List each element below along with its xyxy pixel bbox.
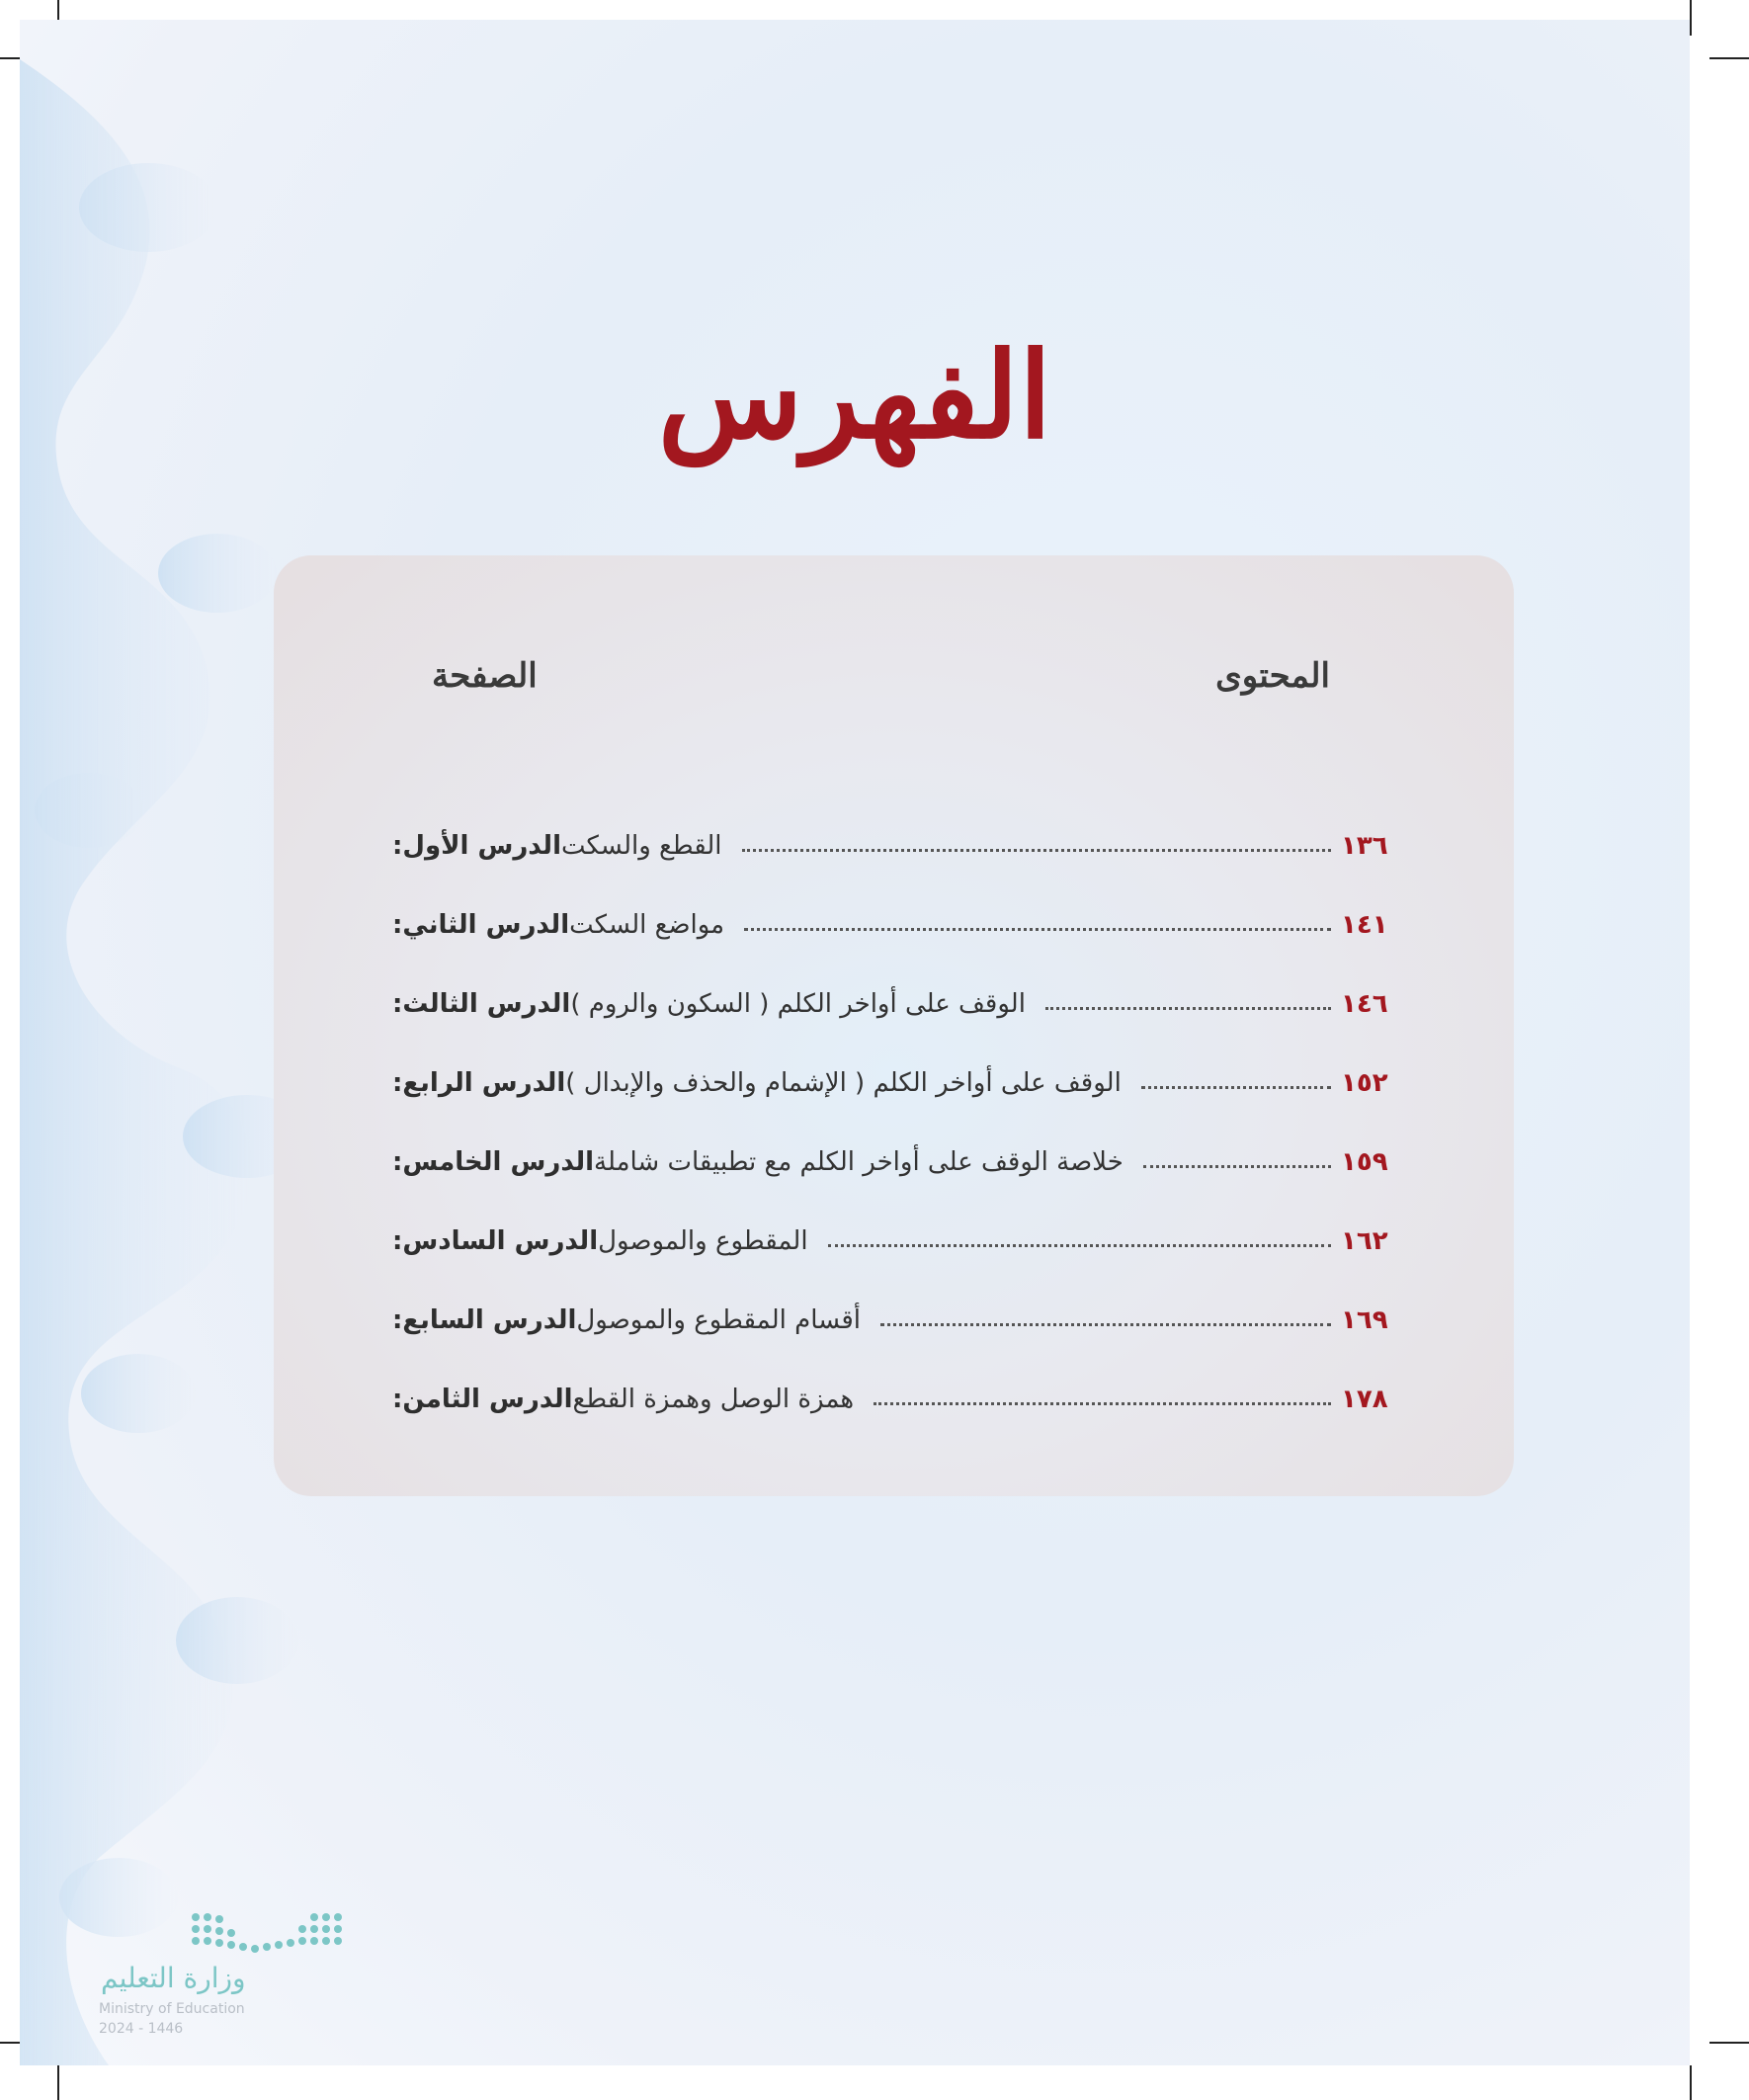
crop-mark xyxy=(1690,2065,1692,2100)
lesson-title: المقطوع والموصول xyxy=(598,1226,808,1256)
toc-row[interactable] xyxy=(392,1292,1400,1335)
dot-leader xyxy=(742,849,1332,852)
ministry-logo-dots xyxy=(97,1907,364,1967)
lesson-title: خلاصة الوقف على أواخر الكلم مع تطبيقات شاملة xyxy=(594,1147,1124,1177)
crop-mark xyxy=(1690,0,1692,36)
page-title: الفهرس xyxy=(657,326,1052,465)
toc-row[interactable] xyxy=(392,975,1400,1019)
toc-row[interactable] xyxy=(392,1371,1400,1414)
dot-leader xyxy=(828,1244,1331,1247)
logo-english-text: Ministry of Education xyxy=(99,2001,245,2017)
dot-leader xyxy=(1141,1086,1331,1089)
crop-mark xyxy=(1709,57,1749,59)
logo-year: 2024 - 1446 xyxy=(99,2021,184,2037)
dot-leader xyxy=(874,1402,1331,1405)
lesson-name: الدرس السادس: xyxy=(392,1226,599,1256)
lesson-name: الدرس الرابع: xyxy=(392,1068,566,1098)
lesson-name: الدرس الثالث: xyxy=(392,989,571,1019)
dot-leader xyxy=(744,928,1331,931)
lesson-title: مواضع السكت xyxy=(569,910,725,940)
dot-leader xyxy=(1143,1165,1331,1168)
crop-mark xyxy=(1709,2042,1749,2044)
lesson-title: القطع والسكت xyxy=(560,831,722,861)
dot-leader xyxy=(1045,1007,1331,1010)
lesson-name: الدرس الأول: xyxy=(392,831,561,861)
page-number: ١٧٨ xyxy=(1341,1385,1388,1414)
page xyxy=(20,20,1690,2065)
page-number: ١٦٢ xyxy=(1341,1226,1388,1256)
column-header-content: المحتوى xyxy=(1215,656,1330,696)
page-number: ١٥٩ xyxy=(1341,1147,1388,1177)
page-number: ١٣٦ xyxy=(1341,831,1388,861)
toc-row[interactable] xyxy=(392,1213,1400,1256)
lesson-title: الوقف على أواخر الكلم ( الإشمام والحذف والإبدال ) xyxy=(565,1068,1122,1098)
lesson-name: الدرس الثامن: xyxy=(392,1385,573,1414)
lesson-title: أقسام المقطوع والموصول xyxy=(576,1305,861,1335)
lesson-name: الدرس الثاني: xyxy=(392,910,570,940)
page-number: ١٤١ xyxy=(1341,910,1388,940)
dot-leader xyxy=(880,1323,1331,1326)
lesson-title: الوقف على أواخر الكلم ( السكون والروم ) xyxy=(570,989,1026,1019)
lesson-list xyxy=(274,555,1514,1496)
crop-mark xyxy=(57,2065,59,2100)
toc-row[interactable] xyxy=(392,817,1400,861)
toc-row[interactable] xyxy=(392,1054,1400,1098)
toc-row[interactable] xyxy=(392,1134,1400,1177)
page-number: ١٦٩ xyxy=(1341,1305,1388,1335)
table-of-contents xyxy=(274,555,1514,1496)
lesson-name: الدرس السابع: xyxy=(392,1305,577,1335)
logo-arabic-text: وزارة التعليم xyxy=(101,1962,246,1994)
lesson-name: الدرس الخامس: xyxy=(392,1147,595,1177)
column-header-page: الصفحة xyxy=(432,656,538,696)
page-number: ١٤٦ xyxy=(1341,989,1388,1019)
toc-row[interactable] xyxy=(392,896,1400,940)
lesson-title: همزة الوصل وهمزة القطع xyxy=(572,1385,855,1414)
page-number: ١٥٢ xyxy=(1341,1068,1388,1098)
